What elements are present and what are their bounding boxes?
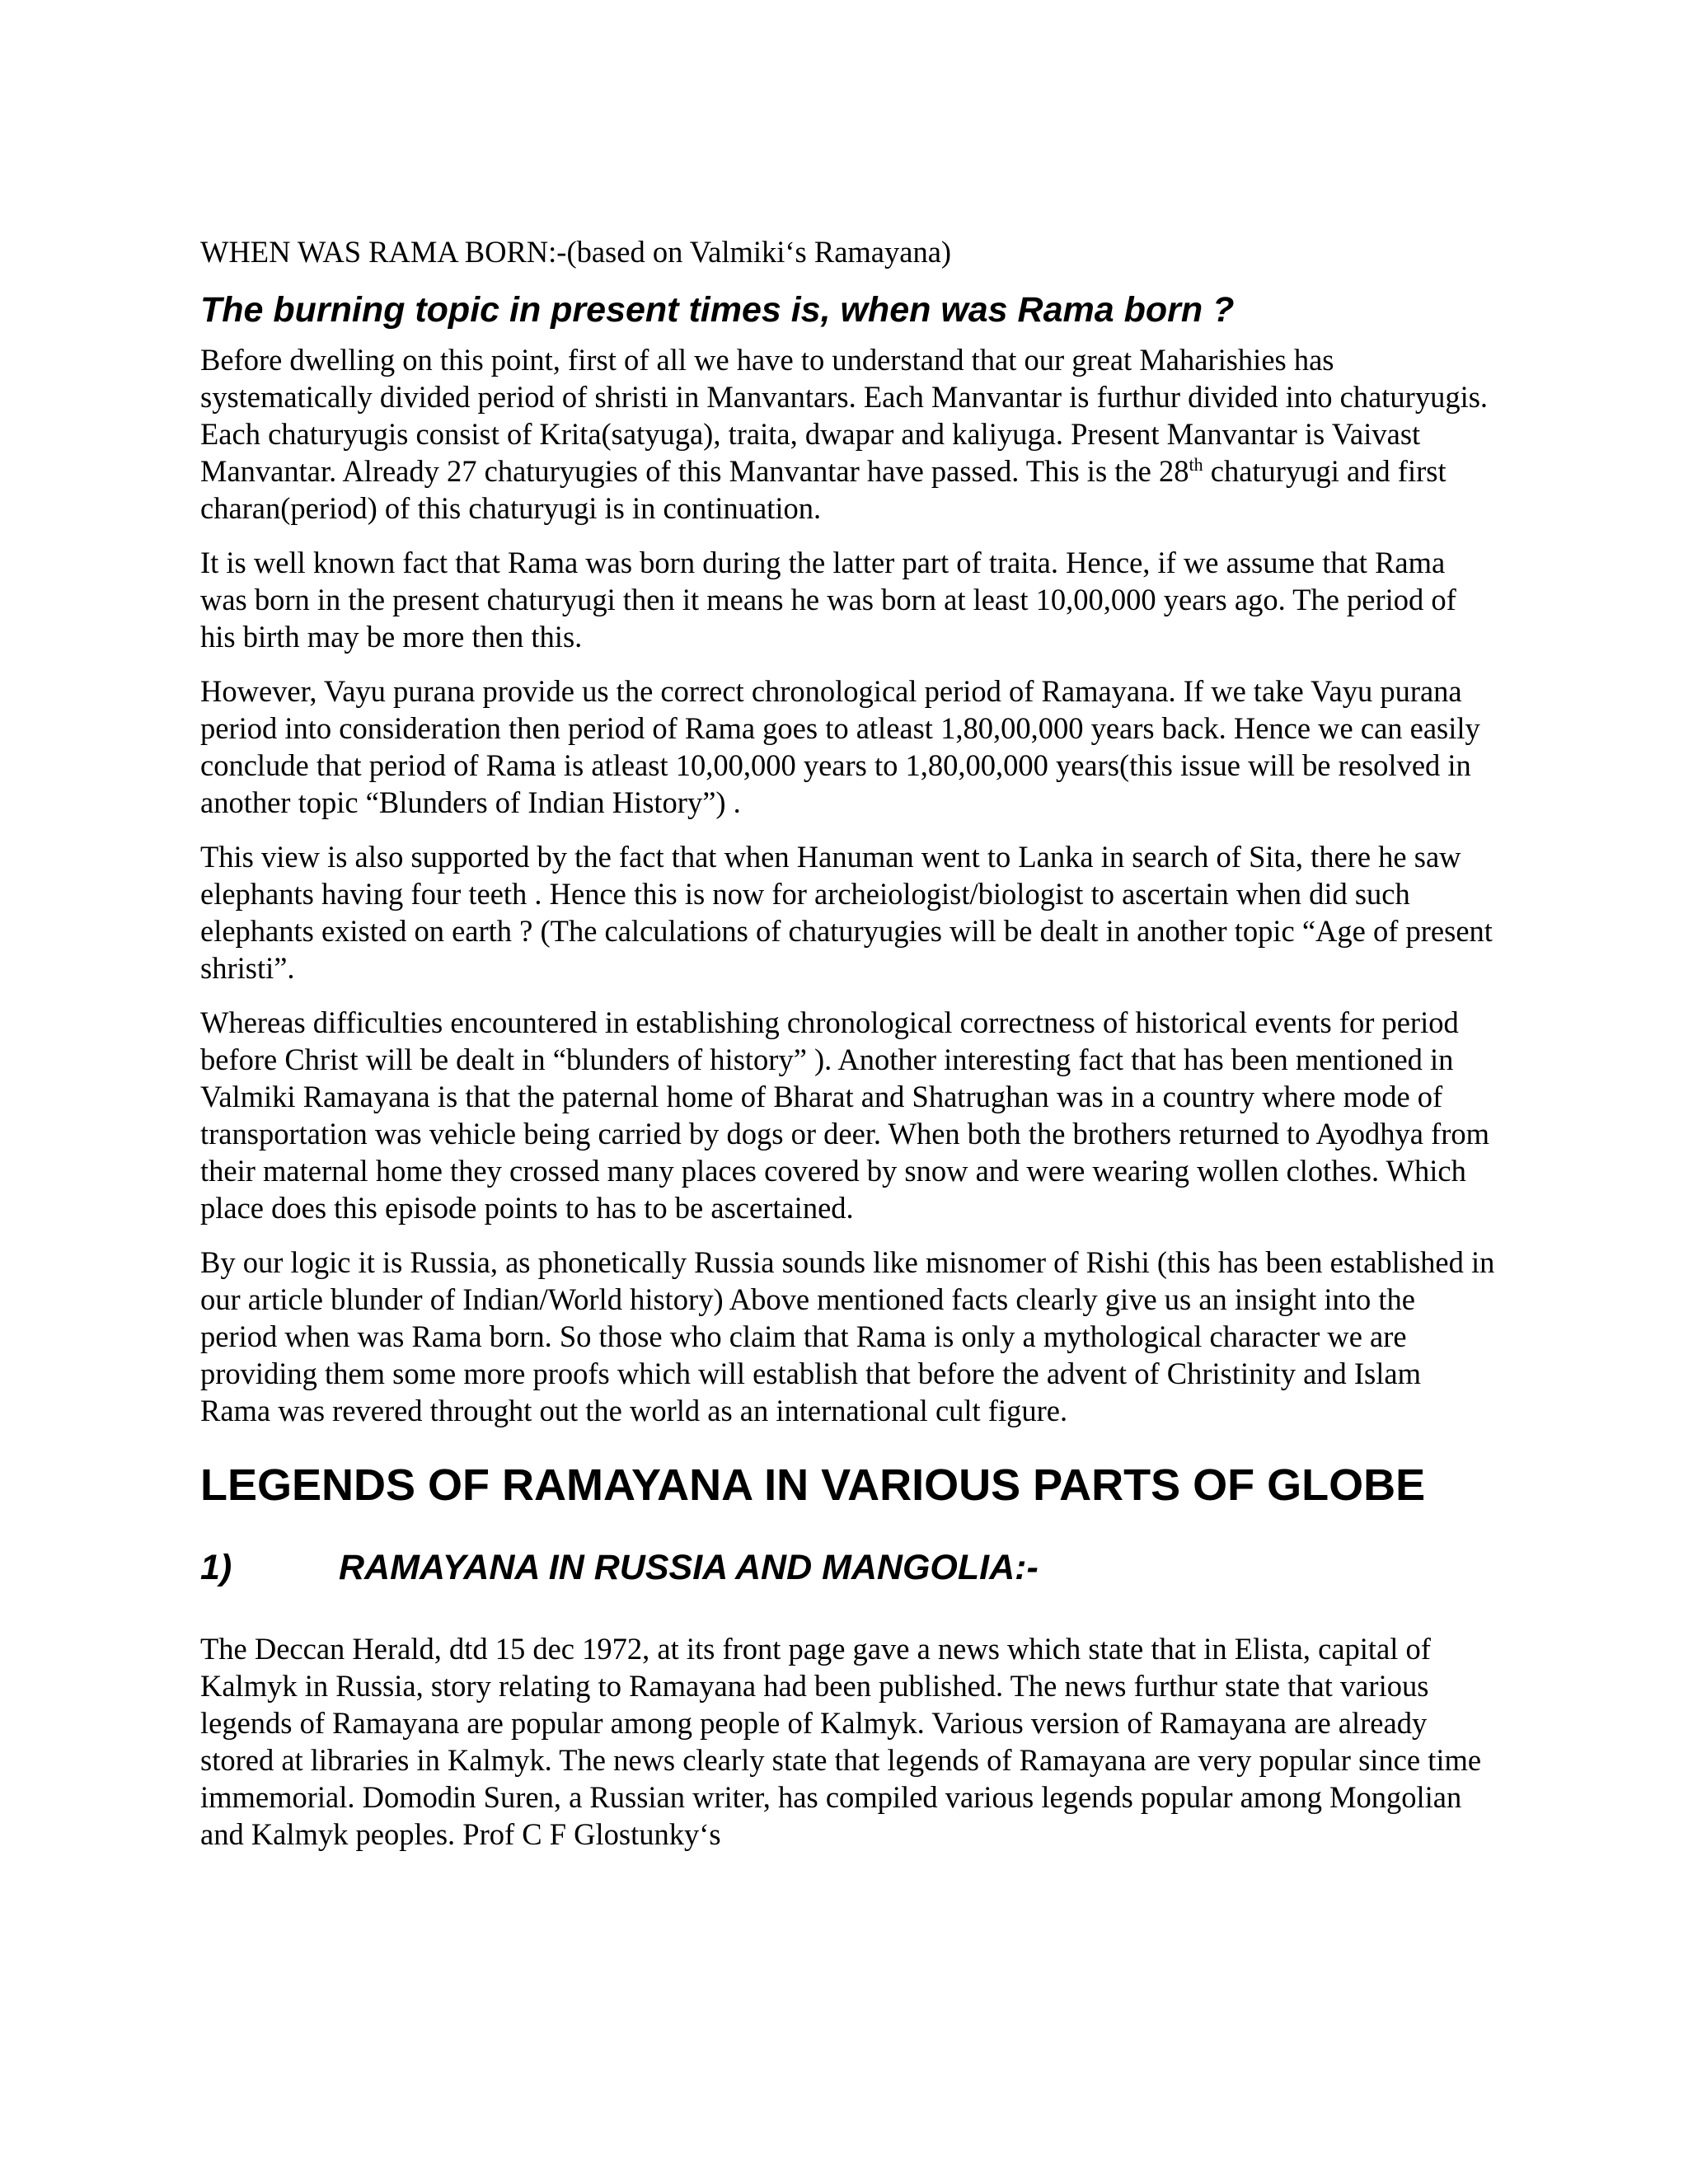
paragraph-text: Before dwelling on this point, first of all we have to understand that our great Maharishies has systematically divided period of shristi in Manvantars. Each Manvantar is furthur divided into chaturyugis. Each chaturyugis consist of Krita(satyuga), traita, dwapar and kaliyuga. Present Manvantar is Vaivast Manvantar. Already 27 chaturyugies of this Manvantar have passed. This is the 28 xyxy=(200,343,1489,488)
paragraph-russia: By our logic it is Russia, as phonetically Russia sounds like misnomer of Rishi (this has been established in our article blunder of Indian/World history) Above mentioned facts clearly give us an insight into the period when was Rama born. So those who claim that Rama is only a mythological character we are providing them some more proofs which will establish that before the advent of Christinity and Islam Rama was revered throught out the world as an international cult figure. xyxy=(200,1245,1495,1427)
document-page xyxy=(200,233,1498,1870)
section-heading: LEGENDS OF RAMAYANA IN VARIOUS PARTS OF GLOBE xyxy=(200,1460,1426,1510)
sub-heading-text: RAMAYANA IN RUSSIA AND MANGOLIA:- xyxy=(339,1548,1039,1587)
sub-heading xyxy=(200,1546,1498,1589)
paragraph-traita: It is well known fact that Rama was born during the latter part of traita. Hence, if we assume that Rama was born in the present chaturyugi then it means he was born at least 10,00,000 years ago. The period of his birth may be more then this. xyxy=(200,546,1456,654)
paragraph-hanuman: This view is also supported by the fact that when Hanuman went to Lanka in search of Sita, there he saw elephants having four teeth . Hence this is now for archeiologist/biologist to ascertain when did such elephants existed on earth ? (The calculations of chaturyugies will be dealt in another topic “Age of present shristi”. xyxy=(200,840,1493,985)
paragraph-deccan-herald: The Deccan Herald, dtd 15 dec 1972, at its front page gave a news which state that in Elista, capital of Kalmyk in Russia, story relating to Ramayana had been published. The news furthur state that various legends of Ramayana are popular among people of Kalmyk. Various version of Ramayana are already stored at libraries in Kalmyk. The news clearly state that legends of Ramayana are very popular since time immemorial. Domodin Suren, a Russian writer, has compiled various legends popular among Mongolian and Kalmyk peoples. Prof C F Glostunky‘s xyxy=(200,1632,1482,1851)
paragraph-manvantars xyxy=(200,341,1498,527)
paragraph-text-continued: chaturyugi and first charan(period) of this chaturyugi is in continuation. xyxy=(200,454,1447,525)
paragraph-vayu-purana: However, Vayu purana provide us the correct chronological period of Ramayana. If we take Vayu purana period into consideration then period of Rama goes to atleast 1,80,00,000 years back. Hence we can easily conclude that period of Rama is atleast 10,00,000 years to 1,80,00,000 years(this issue will be resolved in another topic “Blunders of Indian History”) . xyxy=(200,674,1480,819)
document-subtitle: The burning topic in present times is, when was Rama born ? xyxy=(200,290,1235,330)
document-top-title: WHEN WAS RAMA BORN:-(based on Valmiki‘s Ramayana) xyxy=(200,235,952,269)
paragraph-bharat-shatrughan: Whereas difficulties encountered in establishing chronological correctness of historical events for period before Christ will be dealt in “blunders of history” ). Another interesting fact that has been mentioned in Valmiki Ramayana is that the paternal home of Bharat and Shatrughan was in a country where mode of transportation was vehicle being carried by dogs or deer. When both the brothers returned to Ayodhya from their maternal home they crossed many places covered by snow and were wearing wollen clothes. Which place does this episode points to has to be ascertained. xyxy=(200,1005,1490,1225)
ordinal-superscript: th xyxy=(1189,453,1203,475)
sub-heading-number: 1) xyxy=(200,1548,232,1587)
